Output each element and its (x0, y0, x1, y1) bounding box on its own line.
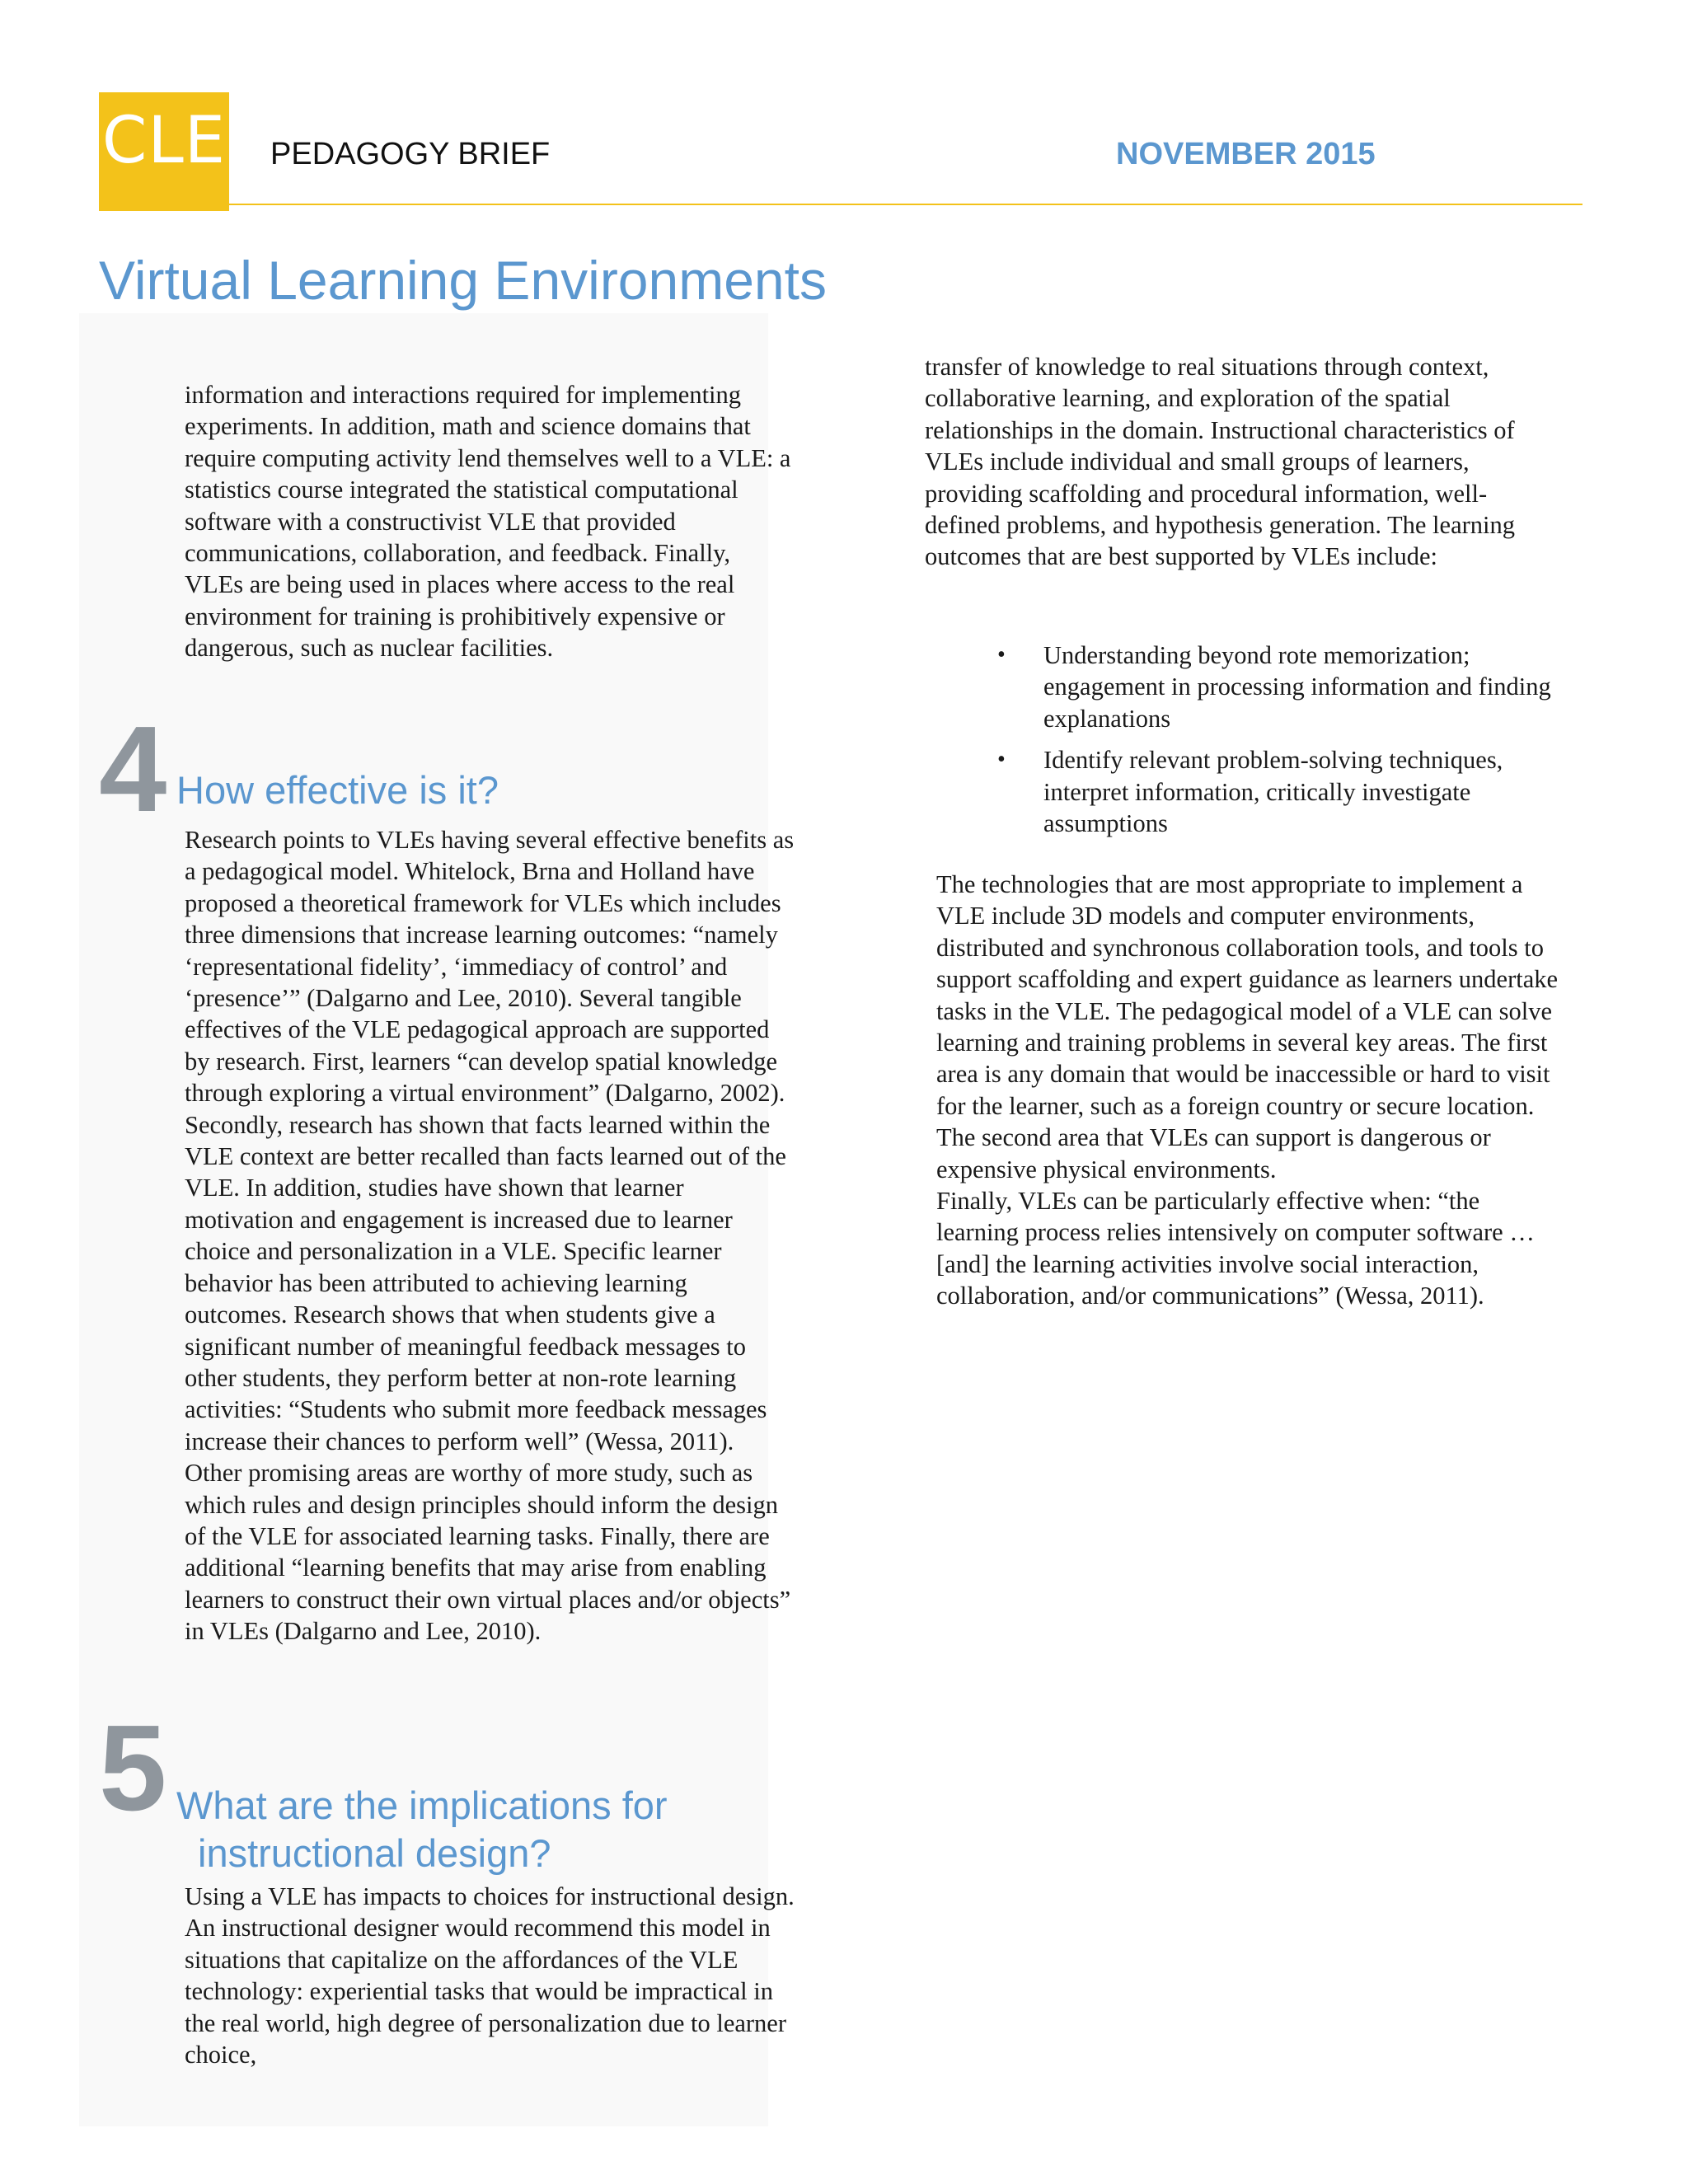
header-date: NOVEMBER 2015 (1116, 137, 1376, 171)
section-5-heading (176, 1782, 668, 1877)
right-intro-text: transfer of knowledge to real situations through context, collaborative learning, and exploration of the spatial relationships in the domain. Instructional characteristics of VLEs include individual and small groups of learners, providing scaffolding and procedural information, well-defined problems, and hypothesis generation. The learning outcomes that are best supported by VLEs include: (925, 353, 1515, 571)
technologies-section (936, 869, 1559, 1312)
section-5-heading-line1: What are the implications for (176, 1783, 668, 1827)
section-4-body (185, 824, 795, 1647)
section-5-paragraph: Using a VLE has impacts to choices for instructional design. An instructional designer would recommend this model in situations that capitalize on the affordances of the VLE technology: experiential tasks that would be impractical in the real world, high degree of personalization due to learner choice, (185, 1882, 795, 2069)
document-title: Virtual Learning Environments (99, 250, 827, 311)
section-4-paragraph: Research points to VLEs having several effective benefits as a pedagogical model. Whitelock, Brna and Holland have proposed a theoretical framework for VLEs which includes three dimensions that increase learning outcomes: “namely ‘representational fidelity’, ‘immediacy of control’ and ‘presence’” (Dalgarno and Lee, 2010). Several tangible effectives of the VLE pedagogical approach are supported by research. First, learners “can develop spatial knowledge through exploring a virtual environment” (Dalgarno, 2002). Secondly, research has shown that facts learned within the VLE context are better recalled than facts learned out of the VLE. In addition, studies have shown that learner motivation and engagement is increased due to learner choice and personalization in a VLE. Specific learner behavior has been attributed to achieving learning outcomes. Research shows that when students give a significant number of meaningful feedback messages to other students, they perform better at non-rote learning activities: “Students who submit more feedback messages increase their chances to perform well” (Wessa, 2011). Other promising areas are worthy of more study, such as which rules and design principles should inform the design of the VLE for associated learning tasks. Finally, there are additional “learning benefits that may arise from enabling learners to construct their own virtual places and/or objects” in VLEs (Dalgarno and Lee, 2010). (185, 826, 795, 1646)
list-item-text: Identify relevant problem-solving techniques, interpret information, critically investigate assumptions (1043, 746, 1503, 838)
right-intro-paragraph (925, 351, 1548, 573)
cle-logo (99, 92, 229, 211)
left-intro-paragraph (185, 379, 795, 664)
list-item (997, 744, 1558, 839)
section-4-number: 4 (99, 701, 167, 837)
section-4-heading: How effective is it? (176, 768, 499, 812)
section-5-heading-line2: instructional design? (198, 1831, 551, 1875)
section-5-body (185, 1881, 795, 2070)
left-intro-text: information and interactions required for implementing experiments. In addition, math and science domains that require computing activity lend themselves well to a VLE: a statistics course integrated the statistical computational software with a constructivist VLE that provided communications, collaboration, and feedback. Finally, VLEs are being used in places where access to the real environment for training is prohibitively expensive or dangerous, such as nuclear facilities. (185, 381, 791, 663)
header-divider (99, 204, 1582, 205)
list-item (997, 640, 1558, 734)
learning-outcomes-list (997, 640, 1558, 849)
technologies-paragraph: The technologies that are most appropriate to implement a VLE include 3D models and computer environments, distributed and synchronous collaboration tools, and tools to support scaffolding and expert guidance as learners undertake tasks in the VLE. The pedagogical model of a VLE can solve learning and training problems in several key areas. The first area is any domain that would be inaccessible or hard to visit for the learner, such as a foreign country or secure location. The second area that VLEs can support is dangerous or expensive physical environments. (936, 870, 1559, 1183)
bullet-icon: • (997, 747, 1006, 773)
finally-paragraph: Finally, VLEs can be particularly effective when: “the learning process relies intensively on computer software … [and] the learning activities involve social interaction, collaboration, and/or communications” (Wessa, 2011). (936, 1187, 1535, 1310)
brief-label: PEDAGOGY BRIEF (270, 137, 551, 171)
bullet-icon: • (997, 642, 1006, 668)
logo-text: CLE (101, 104, 227, 178)
section-5-number: 5 (99, 1700, 167, 1836)
list-item-text: Understanding beyond rote memorization; engagement in processing information and finding explanations (1043, 641, 1551, 733)
